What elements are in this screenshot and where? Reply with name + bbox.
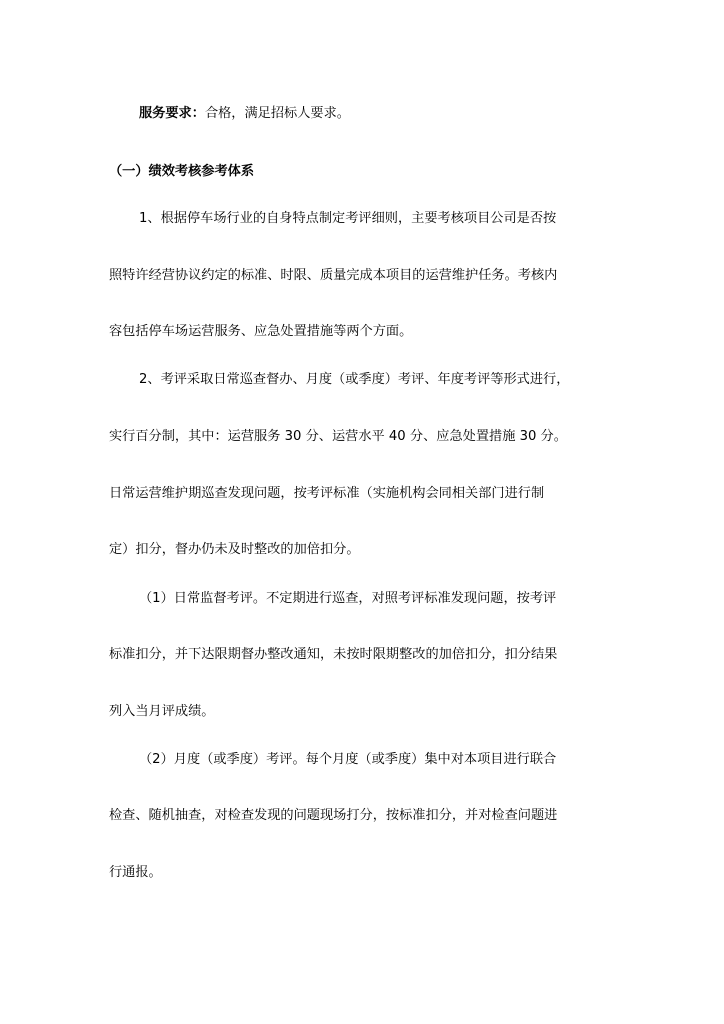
paragraph-line: 列入当月评成绩。 xyxy=(109,704,215,719)
service-requirement-line xyxy=(139,104,350,124)
paragraph-line: 定）扣分，督办仍未及时整改的加倍扣分。 xyxy=(109,542,360,557)
service-requirement-label: 服务要求： xyxy=(139,106,205,121)
paragraph-line: 行通报。 xyxy=(109,865,162,880)
service-requirement-text: 合格，满足招标人要求。 xyxy=(204,106,350,121)
paragraph-line: 标准扣分，并下达限期督办整改通知，未按时限期整改的加倍扣分，扣分结果 xyxy=(109,647,558,662)
paragraph-line: （2）月度（或季度）考评。每个月度（或季度）集中对本项目进行联合 xyxy=(139,752,557,767)
paragraph-line: 日常运营维护期巡查发现问题，按考评标准（实施机构会同相关部门进行制 xyxy=(109,486,545,501)
paragraph-line: 2、考评采取日常巡查督办、月度（或季度）考评、年度考评等形式进行， xyxy=(139,372,570,387)
section-heading: （一）绩效考核参考体系 xyxy=(109,164,255,179)
paragraph-line: 检查、随机抽查，对检查发现的问题现场打分，按标准扣分，并对检查问题进 xyxy=(109,808,558,823)
paragraph-line: 容包括停车场运营服务、应急处置措施等两个方面。 xyxy=(109,324,413,339)
paragraph-line: （1）日常监督考评。不定期进行巡查，对照考评标准发现问题，按考评 xyxy=(139,591,557,606)
paragraph-line: 1、根据停车场行业的自身特点制定考评细则，主要考核项目公司是否按 xyxy=(139,211,557,226)
paragraph-line: 照特许经营协议约定的标准、时限、质量完成本项目的运营维护任务。考核内 xyxy=(109,268,558,283)
paragraph-line: 实行百分制，其中：运营服务 30 分、运营水平 40 分、应急处置措施 30 分。 xyxy=(109,429,567,444)
